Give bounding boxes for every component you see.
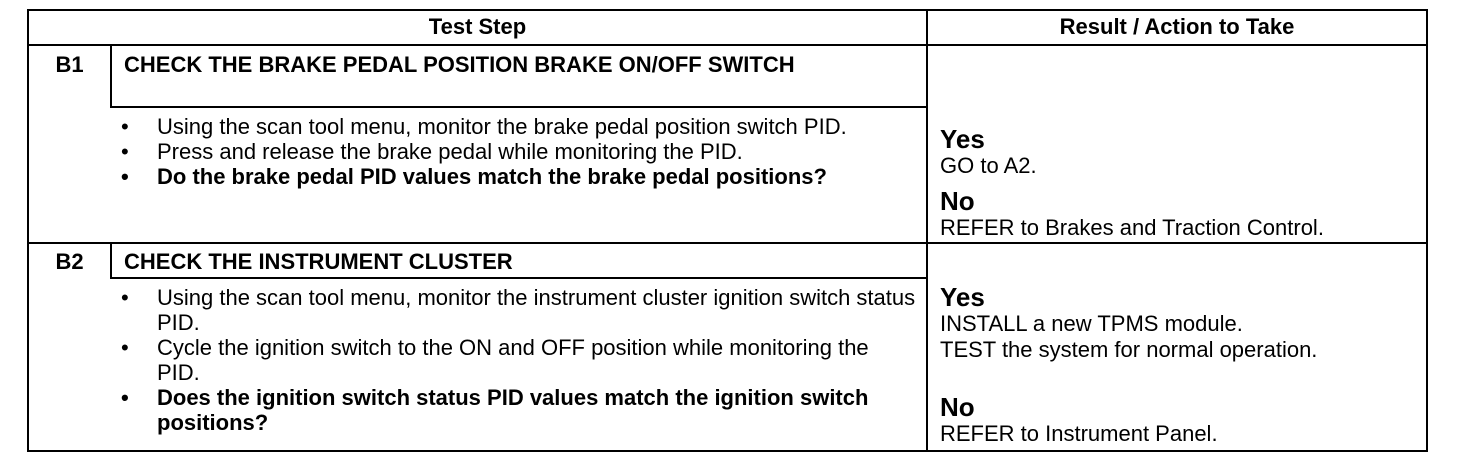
instruction-item: • Press and release the brake pedal while monitoring the PID.	[117, 139, 917, 164]
header-bottom-line	[29, 44, 1426, 46]
b2-title-bottom-line	[110, 277, 928, 279]
no-label: No	[940, 186, 975, 216]
b1-title-bottom-line	[110, 106, 928, 108]
yes-label: Yes	[940, 124, 985, 154]
step-instructions	[117, 114, 917, 189]
b1-bottom-line	[29, 242, 1426, 244]
instruction-question: • Do the brake pedal PID values match the brake pedal positions?	[117, 164, 917, 189]
instruction-question: • Does the ignition switch status PID values match the ignition switch positions?	[117, 385, 917, 435]
step-instructions	[117, 285, 917, 435]
yes-action: GO to A2.	[940, 153, 1037, 178]
instruction-item: • Using the scan tool menu, monitor the brake pedal position switch PID.	[117, 114, 917, 139]
yes-action: TEST the system for normal operation.	[940, 337, 1318, 362]
header-result-action: Result / Action to Take	[1059, 14, 1295, 39]
instruction-item: • Cycle the ignition switch to the ON and OFF position while monitoring the PID.	[117, 335, 917, 385]
result-actions	[940, 283, 1420, 447]
step-number: B1	[55, 52, 84, 77]
yes-action: INSTALL a new TPMS module.	[940, 311, 1243, 336]
step-number: B2	[55, 249, 84, 274]
yes-label: Yes	[940, 282, 985, 312]
diagnostic-test-table	[27, 9, 1428, 452]
no-label: No	[940, 392, 975, 422]
col-divider-result	[926, 11, 928, 450]
step-title: CHECK THE INSTRUMENT CLUSTER	[124, 249, 513, 274]
header-test-step: Test Step	[428, 14, 527, 39]
result-actions	[940, 125, 1420, 241]
no-action: REFER to Brakes and Traction Control.	[940, 215, 1324, 240]
no-action: REFER to Instrument Panel.	[940, 421, 1218, 446]
col-divider-stepnum-b1	[110, 46, 112, 108]
step-title: CHECK THE BRAKE PEDAL POSITION BRAKE ON/OFF SWITCH	[124, 52, 795, 77]
col-divider-stepnum-b2	[110, 244, 112, 279]
instruction-item: • Using the scan tool menu, monitor the instrument cluster ignition switch status PID.	[117, 285, 917, 335]
